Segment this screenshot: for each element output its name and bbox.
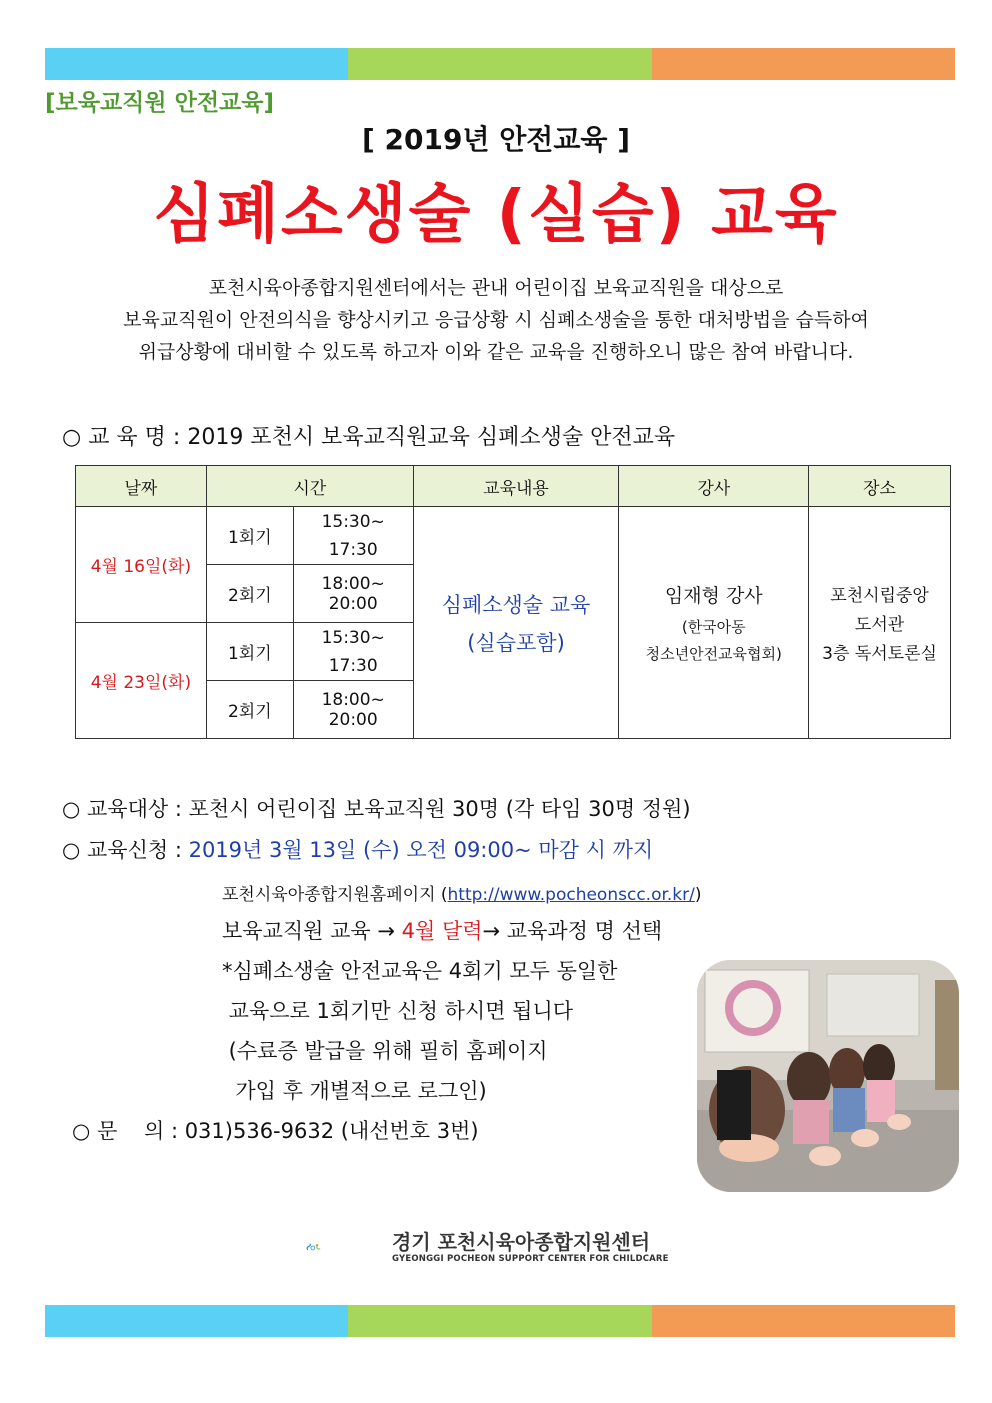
time-end: 20:00 xyxy=(328,709,378,730)
center-name: 경기 포천시육아종합지원센터 xyxy=(392,1230,651,1254)
center-name-en: GYEONGGI POCHEON SUPPORT CENTER FOR CHILDCARE xyxy=(392,1254,669,1264)
header-place: 장소 xyxy=(809,466,951,507)
lecturer-org: (한국아동 xyxy=(681,618,746,636)
place-line: 도서관 xyxy=(854,615,905,635)
content-note: (실습포함) xyxy=(467,630,565,655)
homepage-line xyxy=(222,880,702,905)
category-label: [보육교직원 안전교육] xyxy=(45,90,274,116)
homepage-end: ) xyxy=(694,885,702,905)
schedule-table xyxy=(75,465,951,739)
intro-line: 포천시육아종합지원센터에서는 관내 어린이집 보육교직원을 대상으로 xyxy=(208,277,784,299)
contact-line: ○ 문 의 : 031)536-9632 (내선번호 3번) xyxy=(72,1119,479,1143)
apply-label: ○ 교육신청 : xyxy=(62,838,189,862)
content-cell xyxy=(413,507,619,739)
target-line: ○ 교육대상 : 포천시 어린이집 보육교직원 30명 (각 타임 30명 정원) xyxy=(62,797,691,821)
path-start: 보육교직원 교육 → xyxy=(222,919,402,943)
apply-period: 2019년 3월 13일 (수) 오전 09:00~ 마감 시 까지 xyxy=(188,838,654,862)
education-name: ○ 교 육 명 : 2019 포천시 보육교직원교육 심폐소생술 안전교육 xyxy=(62,425,676,450)
center-logo-icon xyxy=(306,1222,386,1272)
homepage-link[interactable]: http://www.pocheonscc.or.kr/ xyxy=(447,885,695,905)
place-line: 3층 독서토론실 xyxy=(822,644,937,664)
place-cell xyxy=(809,507,951,739)
place-line: 포천시립중앙 xyxy=(830,586,929,606)
cpr-training-photo xyxy=(697,960,959,1192)
time-cell xyxy=(293,507,413,565)
intro-line: 위급상황에 대비할 수 있도록 하고자 이와 같은 교육을 진행하오니 많은 참여 바랍니다. xyxy=(138,341,854,363)
time-end: 20:00 xyxy=(328,593,378,614)
apply-line xyxy=(62,834,653,864)
note-line: (수료증 발급을 위해 필히 홈페이지 xyxy=(222,1039,548,1063)
lecturer-name: 임재형 강사 xyxy=(664,585,763,607)
header-content: 교육내용 xyxy=(413,466,619,507)
path-calendar: 4월 달력 xyxy=(401,919,483,943)
header-time: 시간 xyxy=(206,466,413,507)
path-end: → 교육과정 명 선택 xyxy=(482,919,663,943)
session-cell: 1회기 xyxy=(206,507,293,565)
date-cell: 4월 16일(화) xyxy=(76,507,207,623)
time-cell xyxy=(293,681,413,739)
note-line: 가입 후 개별적으로 로그인) xyxy=(222,1079,487,1103)
time-start: 18:00~ xyxy=(321,689,385,710)
time-end: 17:30 xyxy=(328,539,378,560)
intro-paragraph xyxy=(40,272,952,368)
bottom-color-bar xyxy=(45,1305,955,1337)
header-date: 날짜 xyxy=(76,466,207,507)
page-title: 심폐소생술 (실습) 교육 xyxy=(153,178,839,252)
time-end: 17:30 xyxy=(328,655,378,676)
subtitle: [ 2019년 안전교육 ] xyxy=(361,123,630,156)
content-title: 심폐소생술 교육 xyxy=(441,592,591,617)
lecturer-org: 청소년안전교육협회) xyxy=(645,645,782,663)
lecturer-cell xyxy=(619,507,809,739)
date-cell: 4월 23일(화) xyxy=(76,623,207,739)
time-cell xyxy=(293,565,413,623)
intro-line: 보육교직원이 안전의식을 향상시키고 응급상황 시 심폐소생술을 통한 대처방법을 습득하여 xyxy=(123,309,869,331)
note-line: *심폐소생술 안전교육은 4회기 모두 동일한 xyxy=(222,959,618,983)
homepage-label: 포천시육아종합지원홈페이지 ( xyxy=(222,885,448,905)
time-start: 15:30~ xyxy=(321,627,385,648)
session-cell: 2회기 xyxy=(206,681,293,739)
header-lecturer: 강사 xyxy=(619,466,809,507)
note-line: 교육으로 1회기만 신청 하시면 됩니다 xyxy=(222,999,574,1023)
path-line xyxy=(222,915,662,945)
session-cell: 1회기 xyxy=(206,623,293,681)
time-start: 18:00~ xyxy=(321,573,385,594)
session-cell: 2회기 xyxy=(206,565,293,623)
time-cell xyxy=(293,623,413,681)
top-color-bar xyxy=(45,48,955,80)
time-start: 15:30~ xyxy=(321,511,385,532)
